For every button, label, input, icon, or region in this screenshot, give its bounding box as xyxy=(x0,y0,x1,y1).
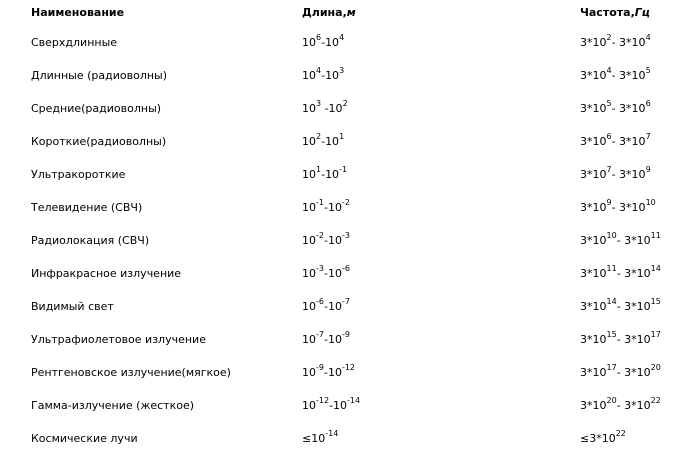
length-cell-value xyxy=(302,99,348,115)
length-cell-value xyxy=(302,231,350,247)
table-row xyxy=(0,389,693,422)
value-text: 10 xyxy=(302,135,316,148)
frequency-cell xyxy=(580,191,693,224)
value-text: -10 xyxy=(323,201,342,214)
exponent: 2 xyxy=(606,33,612,43)
frequency-cell xyxy=(580,356,693,389)
frequency-cell-value xyxy=(580,165,651,181)
value-text: -10 xyxy=(323,333,342,346)
header-frequency-unit: Гц xyxy=(634,6,650,19)
frequency-cell xyxy=(580,224,693,257)
range-name: Короткие(радиоволны) xyxy=(31,135,167,148)
value-text: -10 xyxy=(321,36,340,49)
length-cell xyxy=(302,158,562,191)
range-name-cell xyxy=(31,389,291,422)
length-cell-value xyxy=(302,264,350,280)
value-text: 10 xyxy=(302,333,316,346)
exponent: 7 xyxy=(645,132,651,142)
table-row xyxy=(0,356,693,389)
table-row xyxy=(0,422,693,455)
exponent: 10 xyxy=(645,198,656,208)
value-text: 10 xyxy=(302,36,316,49)
exponent: 5 xyxy=(606,99,612,109)
length-cell xyxy=(302,290,562,323)
frequency-cell xyxy=(580,59,693,92)
range-name: Ультрафиолетовое излучение xyxy=(31,333,206,346)
table-row xyxy=(0,26,693,59)
frequency-cell-value xyxy=(580,99,651,115)
exponent: -6 xyxy=(316,297,324,307)
value-text: - 3*10 xyxy=(616,366,651,379)
exponent: 6 xyxy=(316,33,322,43)
length-cell-value xyxy=(302,132,345,148)
table-header-row xyxy=(0,0,693,26)
frequency-cell xyxy=(580,422,693,455)
frequency-cell xyxy=(580,389,693,422)
value-text: 10 xyxy=(302,69,316,82)
exponent: -1 xyxy=(339,165,348,175)
frequency-cell xyxy=(580,323,693,356)
frequency-cell xyxy=(580,290,693,323)
length-cell xyxy=(302,125,562,158)
frequency-cell-value xyxy=(580,33,651,49)
exponent: -12 xyxy=(316,396,330,406)
value-text: -10 xyxy=(323,300,342,313)
exponent: 11 xyxy=(606,264,617,274)
frequency-cell-value xyxy=(580,66,651,82)
exponent: 17 xyxy=(650,330,661,340)
header-frequency xyxy=(580,0,693,26)
table-row xyxy=(0,158,693,191)
frequency-cell-value xyxy=(580,297,661,313)
exponent: -14 xyxy=(347,396,361,406)
header-length-label: Длина, xyxy=(302,6,347,19)
value-text: - 3*10 xyxy=(611,168,646,181)
range-name-cell xyxy=(31,356,291,389)
range-name-cell xyxy=(31,92,291,125)
exponent: -2 xyxy=(316,231,324,241)
exponent: 22 xyxy=(615,429,626,439)
length-cell xyxy=(302,59,562,92)
exponent: 6 xyxy=(645,99,651,109)
length-cell-value xyxy=(302,330,350,346)
length-cell-value xyxy=(302,33,345,49)
range-name-cell xyxy=(31,191,291,224)
value-text: 3*10 xyxy=(580,102,607,115)
value-text: 3*10 xyxy=(580,36,607,49)
value-text: 10 xyxy=(302,168,316,181)
exponent: -7 xyxy=(316,330,324,340)
frequency-cell xyxy=(580,257,693,290)
table-row xyxy=(0,323,693,356)
frequency-cell-value xyxy=(580,132,651,148)
value-text: -10 xyxy=(323,267,342,280)
exponent: 1 xyxy=(316,165,322,175)
value-text: 3*10 xyxy=(580,69,607,82)
table-row xyxy=(0,257,693,290)
exponent: 15 xyxy=(606,330,617,340)
value-text: 10 xyxy=(302,267,316,280)
length-cell xyxy=(302,422,562,455)
value-text: 3*10 xyxy=(580,267,607,280)
range-name: Радиолокация (СВЧ) xyxy=(31,234,150,247)
value-text: - 3*10 xyxy=(611,102,646,115)
value-text: 3*10 xyxy=(580,234,607,247)
table-row xyxy=(0,191,693,224)
frequency-cell xyxy=(580,26,693,59)
exponent: 3 xyxy=(339,66,345,76)
range-name-cell xyxy=(31,422,291,455)
value-text: - 3*10 xyxy=(616,234,651,247)
value-text: - 3*10 xyxy=(611,69,646,82)
exponent: 9 xyxy=(606,198,612,208)
exponent: 20 xyxy=(606,396,617,406)
value-text: - 3*10 xyxy=(616,333,651,346)
table-row xyxy=(0,125,693,158)
value-text: - 3*10 xyxy=(611,135,646,148)
table-row xyxy=(0,290,693,323)
exponent: 11 xyxy=(650,231,661,241)
value-text: -10 xyxy=(321,102,343,115)
length-cell-value xyxy=(302,396,361,412)
table-body xyxy=(0,26,693,455)
length-cell-value xyxy=(302,363,356,379)
length-cell-value xyxy=(302,198,350,214)
range-name-cell xyxy=(31,26,291,59)
range-name: Инфракрасное излучение xyxy=(31,267,182,280)
value-text: -10 xyxy=(321,69,340,82)
frequency-cell xyxy=(580,92,693,125)
exponent: 14 xyxy=(606,297,617,307)
length-cell xyxy=(302,224,562,257)
frequency-cell-value xyxy=(580,264,661,280)
exponent: 20 xyxy=(650,363,661,373)
exponent: 4 xyxy=(339,33,345,43)
length-cell xyxy=(302,389,562,422)
length-cell xyxy=(302,92,562,125)
value-text: 10 xyxy=(302,102,316,115)
range-name: Длинные (радиоволны) xyxy=(31,69,168,82)
value-text: -10 xyxy=(323,234,342,247)
exponent: 6 xyxy=(606,132,612,142)
exponent: -3 xyxy=(316,264,324,274)
exponent: 17 xyxy=(606,363,617,373)
range-name-cell xyxy=(31,59,291,92)
range-name: Средние(радиоволны) xyxy=(31,102,162,115)
length-cell-value xyxy=(302,297,350,313)
exponent: 4 xyxy=(316,66,322,76)
length-cell-value xyxy=(302,429,339,445)
value-text: -10 xyxy=(321,168,340,181)
header-frequency-label: Частота, xyxy=(580,6,635,19)
range-name-cell xyxy=(31,125,291,158)
value-text: 3*10 xyxy=(580,201,607,214)
value-text: -10 xyxy=(329,399,348,412)
exponent: 9 xyxy=(645,165,651,175)
value-text: 10 xyxy=(302,300,316,313)
frequency-cell-value xyxy=(580,363,661,379)
exponent: -9 xyxy=(316,363,324,373)
length-cell xyxy=(302,323,562,356)
value-text: ≤10 xyxy=(302,432,326,445)
exponent: 2 xyxy=(342,99,348,109)
exponent: 3 xyxy=(316,99,322,109)
frequency-cell-value xyxy=(580,330,661,346)
value-text: - 3*10 xyxy=(616,300,651,313)
exponent: -7 xyxy=(341,297,350,307)
value-text: 10 xyxy=(302,234,316,247)
exponent: 4 xyxy=(645,33,651,43)
exponent: -14 xyxy=(325,429,339,439)
value-text: 10 xyxy=(302,399,316,412)
length-cell-value xyxy=(302,66,345,82)
length-cell xyxy=(302,257,562,290)
range-name-cell xyxy=(31,290,291,323)
range-name: Рентгеновское излучение(мягкое) xyxy=(31,366,231,379)
exponent: -2 xyxy=(341,198,350,208)
frequency-cell xyxy=(580,125,693,158)
value-text: 3*10 xyxy=(580,399,607,412)
range-name: Космические лучи xyxy=(31,432,138,445)
value-text: 3*10 xyxy=(580,366,607,379)
exponent: 7 xyxy=(606,165,612,175)
value-text: 3*10 xyxy=(580,333,607,346)
length-cell-value xyxy=(302,165,348,181)
exponent: 22 xyxy=(650,396,661,406)
header-length xyxy=(302,0,562,26)
exponent: 4 xyxy=(606,66,612,76)
exponent: 5 xyxy=(645,66,651,76)
exponent: 14 xyxy=(650,264,661,274)
range-name: Сверхдлинные xyxy=(31,36,118,49)
exponent: -3 xyxy=(341,231,350,241)
range-name-cell xyxy=(31,158,291,191)
value-text: - 3*10 xyxy=(616,267,651,280)
header-name-label: Наименование xyxy=(31,6,125,19)
exponent: -6 xyxy=(341,264,350,274)
table-row xyxy=(0,59,693,92)
value-text: ≤3*10 xyxy=(580,432,616,445)
length-cell xyxy=(302,191,562,224)
value-text: - 3*10 xyxy=(611,36,646,49)
value-text: 10 xyxy=(302,201,316,214)
length-cell xyxy=(302,356,562,389)
value-text: -10 xyxy=(323,366,342,379)
exponent: -12 xyxy=(341,363,356,373)
exponent: 1 xyxy=(339,132,345,142)
table-row xyxy=(0,224,693,257)
frequency-cell-value xyxy=(580,429,626,445)
exponent: 10 xyxy=(606,231,617,241)
exponent: -9 xyxy=(341,330,350,340)
value-text: - 3*10 xyxy=(611,201,646,214)
value-text: 3*10 xyxy=(580,168,607,181)
frequency-cell-value xyxy=(580,231,661,247)
range-name-cell xyxy=(31,224,291,257)
value-text: - 3*10 xyxy=(616,399,651,412)
range-name-cell xyxy=(31,323,291,356)
range-name: Ультракороткие xyxy=(31,168,126,181)
range-name: Гамма-излучение (жесткое) xyxy=(31,399,195,412)
exponent: 2 xyxy=(316,132,322,142)
frequency-cell-value xyxy=(580,396,661,412)
frequency-cell-value xyxy=(580,198,656,214)
range-name: Телевидение (СВЧ) xyxy=(31,201,143,214)
exponent: 15 xyxy=(650,297,661,307)
range-name-cell xyxy=(31,257,291,290)
exponent: -1 xyxy=(316,198,324,208)
header-name xyxy=(31,0,291,26)
table-row xyxy=(0,92,693,125)
value-text: 3*10 xyxy=(580,135,607,148)
value-text: 10 xyxy=(302,366,316,379)
header-length-unit: м xyxy=(346,6,356,19)
range-name: Видимый свет xyxy=(31,300,114,313)
value-text: -10 xyxy=(321,135,340,148)
value-text: 3*10 xyxy=(580,300,607,313)
length-cell xyxy=(302,26,562,59)
frequency-cell xyxy=(580,158,693,191)
